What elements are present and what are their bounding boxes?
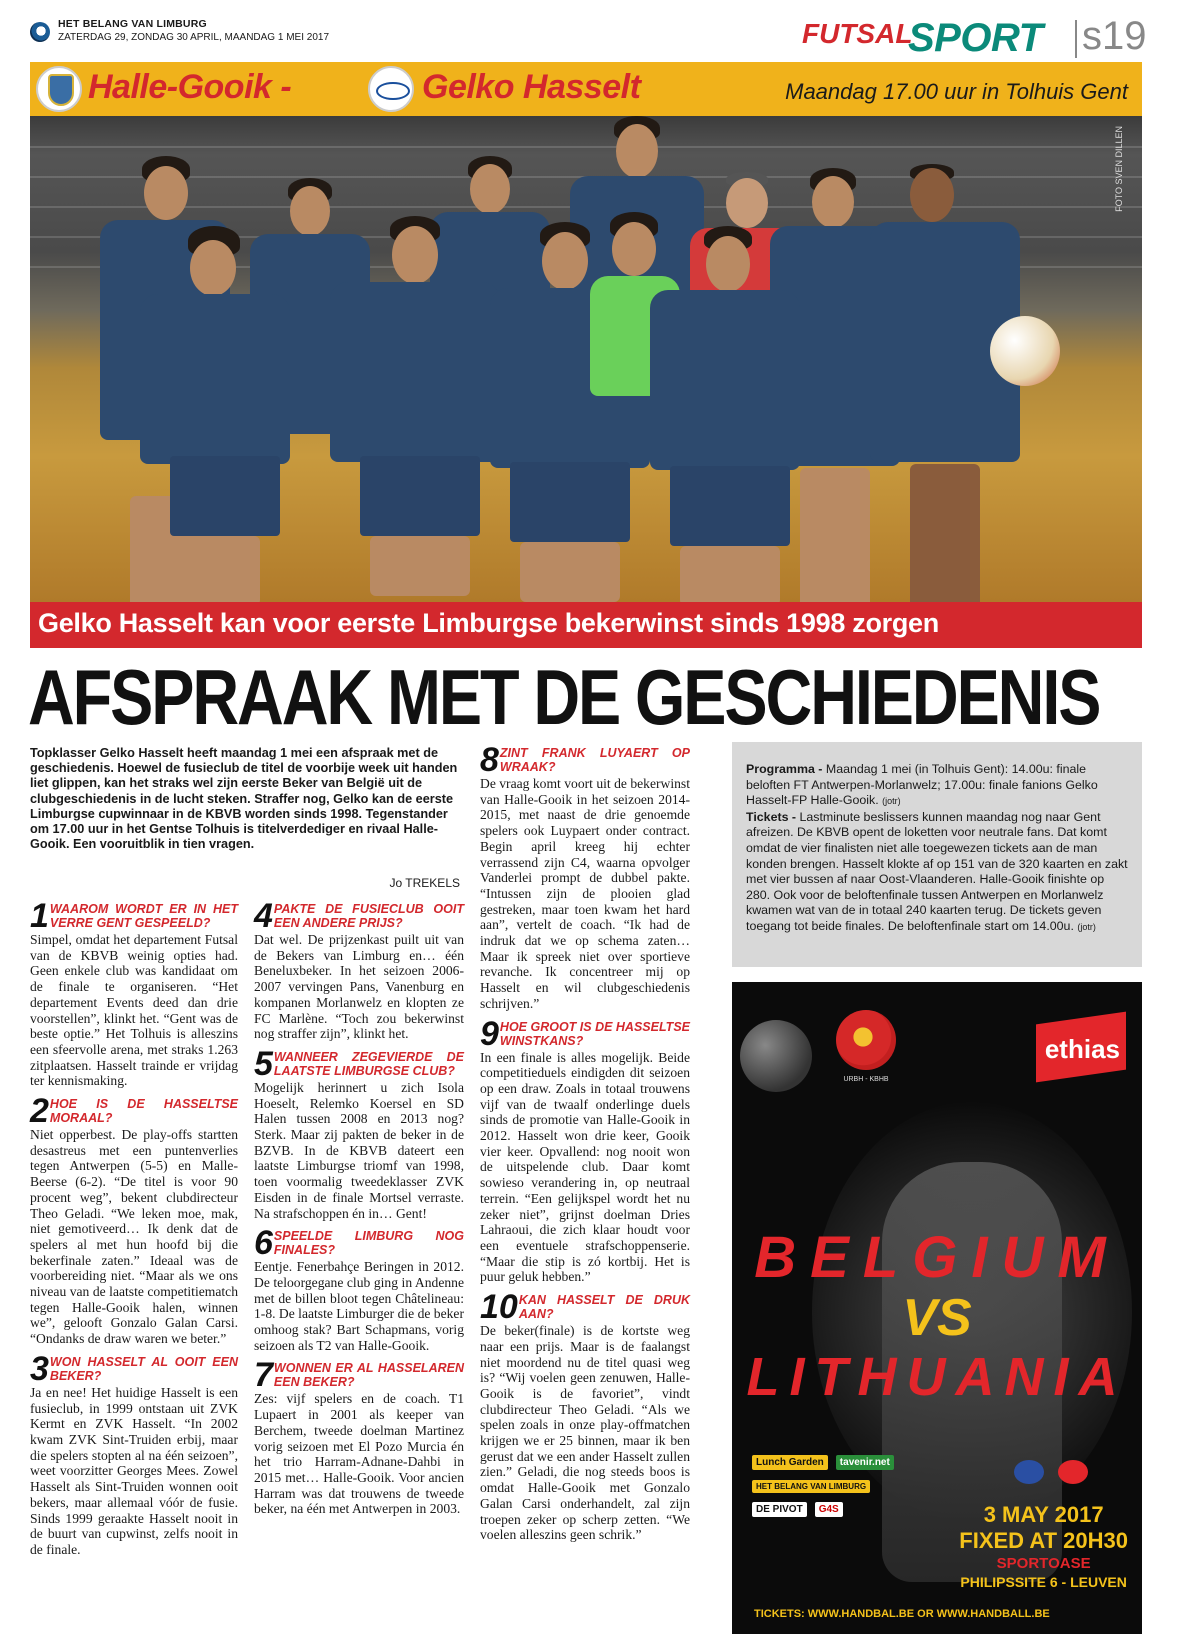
newspaper-logo-icon	[30, 22, 50, 42]
question-heading	[480, 1014, 690, 1053]
question-heading	[254, 1224, 464, 1263]
question-number: 5	[254, 1044, 273, 1083]
question-number: 2	[30, 1092, 49, 1131]
event-date: 3 MAY 2017	[983, 1502, 1104, 1527]
section-sport: SPORT	[908, 16, 1043, 60]
answer-text: Niet opperbest. De play-offs startten desastreus met een puntenverlies tegen Antwerpen (5-5) en Malle-Beerse (6-2). “De titel is voor 90 procent weg”, bekent clubdirecteur Theo Geladi. “We leken moe, mak, niet gemotiveerd… Ik denk dat de spelers al met hun hoofd bij die bekerfinale zaten.” Ideaal was de voorbereiding niet. “Maar als we ons niveau van de laatste competitiematch tegen Halle-Gooik halen, winnen we”, gelooft Gonzalo Galan Carsi. “Ondanks de draw waren we beter.”	[30, 1127, 238, 1347]
question-number: 6	[254, 1224, 273, 1263]
answer-text: Ja en nee! Het huidige Hasselt is een fusieclub, in 1999 ontstaan uit ZVK Kermt en ZVK Hasselt. “In 2002 kwam ZVK Sint-Truiden erbij, maar die spelers stopten al na één seizoen”, weet voorzitter Georges Mees. Zowel Hasselt als Sint-Truiden wonnen ooit bekers, maar allemaal vóór de fusie. Sinds 1999 geraakte Hasselt nooit in de buurt van cupwinst, zelfs nooit in de finale.	[30, 1384, 238, 1557]
question-heading	[480, 741, 690, 779]
newspaper-name: HET BELANG VAN LIMBURG	[58, 18, 207, 30]
halle-gooik-crest-icon	[36, 66, 82, 112]
answer-text: Dat wel. De prijzenkast puilt uit van de Bekers van Limburg en… één Beneluxbeker. In het seizoen 2006-2007 vervingen Pans, Vanenburg en kompanen Morlanwelz en klopten ze FC Marlène. “Toch zou bekerwinst nog straffer zijn”, klinkt het.	[254, 932, 464, 1042]
question-heading	[480, 1288, 690, 1327]
programme-paragraph	[746, 762, 1128, 810]
sponsor-g4s: G4S	[815, 1502, 843, 1517]
author-byline: Jo TREKELS	[389, 876, 460, 890]
question-number: 10	[480, 1288, 518, 1327]
question-text: WONNEN ER AL HASSELAREN EEN BEKER?	[273, 1361, 464, 1390]
section-futsal: FUTSAL	[802, 18, 913, 49]
event-logos	[1004, 1460, 1124, 1490]
question-number: 4	[254, 897, 273, 935]
answer-text: De beker(finale) is de kortste weg naar een prijs. Maar is de faalangst niet moordend nu de titel quasi weg is? “Wij voelen geen zenuwen, Halle-Gooik is de favoriet”, vindt clubdirecteur Theo Geladi. “Als we spelen zoals in onze play-offmatchen krijgen we er 25 binnen, maar ik ben gerust dat we een ander Hasselt zullen zien.” Geladi, die nog steeds boos is omdat Halle-Gooik met Gonzalo Galan Carsi onderhandelt, zal zijn troepen zeker op scherp zetten. “We voelen alleszins geen schrik.”	[480, 1323, 690, 1543]
tickets-paragraph	[746, 810, 1128, 936]
question-text: WANNEER ZEGEVIERDE DE LAATSTE LIMBURGSE CLUB?	[273, 1049, 464, 1078]
tickets-signature: (jotr)	[1077, 921, 1096, 932]
question-number: 1	[30, 897, 49, 935]
sponsor-tavenir: tavenir.net	[836, 1455, 894, 1470]
question-heading	[254, 1044, 464, 1083]
question-heading	[30, 1349, 238, 1388]
question-number: 9	[480, 1014, 499, 1053]
event-venue: SPORTOASE	[996, 1555, 1091, 1572]
team-photo	[30, 116, 1142, 602]
event-details	[959, 1502, 1128, 1591]
question-text: PAKTE DE FUSIECLUB OOIT EEN ANDERE PRIJS?	[273, 902, 464, 930]
question-heading	[254, 1356, 464, 1395]
programme-text: Maandag 1 mei (in Tolhuis Gent): 14.00u: finale beloften FT Antwerpen-Morlanwelz; 17.00u: finale fanions Gelko Hasselt-FP Halle-Gooik.	[746, 762, 1098, 808]
federation-label: URBH - KBHB	[843, 1076, 889, 1083]
question-number: 7	[254, 1356, 273, 1395]
answer-text: Zes: vijf spelers en de coach. T1 Lupaert in 2001 als keeper van Berchem, tweede doelman Martinez vorig seizoen met El Pozo Murcia én het trio Harram-Adnane-Dahbi in 2015 met… Halle-Gooik. Voor ancien Harram was dat trouwens de tweede beker, na één met Antwerpen in 2003.	[254, 1391, 464, 1517]
ad-vs: VS	[902, 1289, 972, 1347]
sponsor-hbvl: HET BELANG VAN LIMBURG	[752, 1480, 870, 1493]
event-address: PHILIPSSITE 6 - LEUVEN	[960, 1574, 1127, 1590]
futsal-ball-icon	[990, 316, 1060, 386]
question-text: SPEELDE LIMBURG NOG FINALES?	[273, 1229, 464, 1258]
sponsor-logos	[752, 1452, 932, 1523]
article-column-1	[30, 897, 238, 1564]
question-text: ZINT FRANK LUYAERT OP WRAAK?	[499, 746, 690, 774]
article-column-3	[480, 741, 690, 1549]
answer-text: Eentje. Fenerbahçe Beringen in 2012. De teloorgegane club ging in Andenne met de billen bloot tegen Châtelineau: 1-8. De laatste Limburger die de beker omhoog stak? Bart Schapmans, vorig seizoen als T2 van Halle-Gooik.	[254, 1259, 464, 1353]
article-intro: Topklasser Gelko Hasselt heeft maandag 1 mei een afspraak met de geschiedenis. Hoewel de fusieclub de titel de voorbije week uit handen liet glippen, kan het straks wel zijn eerste Beker van België uit de clubgeschiedenis in de lucht steken. Straffer nog, Gelko kan de eerste Limburgse cupwinnaar in de KBVB worden sinds 1998. Tegenstander om 17.00 uur in het Gentse Tolhuis is titelverdediger en rivaal Halle-Gooik. Een vooruitblik in tien vragen.	[30, 746, 458, 852]
question-heading	[254, 897, 464, 935]
question-text: WON HASSELT AL OOIT EEN BEKER?	[49, 1354, 238, 1383]
urbh-kbhb-logo-icon	[836, 1010, 896, 1070]
question-text: HOE GROOT IS DE HASSELTSE WINSTKANS?	[499, 1019, 690, 1048]
match-banner	[30, 62, 1142, 116]
section-divider	[1075, 20, 1077, 58]
team-a-name: Halle-Gooik -	[88, 68, 292, 106]
question-heading	[30, 1092, 238, 1131]
answer-text: Mogelijk herinnert u zich Isola Hoeselt, Relemko Koersel en SD Halen tussen 2008 en 2013 nog? Sterk. Maar zij pakten de beker in de BZVB. In de KBVB dateert een laatste Limburgse triomf van 1998, toen voormalig tweedeklasser ZVK Eisden in de finale Mortsel verraste. Na strafschoppen én in… Gent!	[254, 1079, 464, 1221]
programme-signature: (jotr)	[882, 796, 901, 807]
programme-label: Programma -	[746, 762, 823, 776]
question-number: 3	[30, 1349, 49, 1388]
ethias-sponsor: ethias	[1044, 1034, 1120, 1064]
question-text: WAAROM WORDT ER IN HET VERRE GENT GESPEELD?	[49, 902, 238, 930]
photo-credit: FOTO SVEN DILLEN	[1114, 126, 1124, 212]
article-column-2	[254, 897, 464, 1523]
tickets-label: Tickets -	[746, 809, 797, 824]
headline: AFSPRAAK MET DE GESCHIEDENIS	[28, 653, 1100, 741]
question-text: HOE IS DE HASSELTSE MORAAL?	[49, 1097, 238, 1126]
sponsor-de-pivot: DE PIVOT	[752, 1502, 807, 1517]
handball-advertisement[interactable]	[732, 982, 1142, 1634]
answer-text: In een finale is alles mogelijk. Beide competitieduels eindigden dit seizoen op een draw. Zoals in totaal trouwens vijf van de twaalf onderlinge duels sinds de promotie van Halle-Gooik in 2012. Hasselt won drie keer, Gooik vier keer. Opvallend: nog nooit won de uitspelende club. Daar komt sowieso verandering in, op neutraal terrein. “Een gelijkspel wordt het nu zeker niet”, grijnst doelman Dries Lahraoui, die zich klaar houdt voor een eventuele strafschoppenserie. “Maar die stip is zó kortbij. Het is puur geluk hebben.”	[480, 1049, 690, 1285]
answer-text: Simpel, omdat het departement Futsal van de KBVB weinig opties had. Geen enkele club was kandidaat om de finale te organiseren. “Het departement Events deed dan drie voorstellen”, klinkt het. “Gent was de beste optie.” Het Tolhuis is alleszins een sfeervolle arena, met straks 1.263 zitplaatsen. Hasselt trainde er vrijdag ter kennismaking.	[30, 932, 238, 1089]
handball-icon	[740, 1020, 812, 1092]
match-time: Maandag 17.00 uur in Tolhuis Gent	[785, 79, 1128, 104]
question-number: 8	[480, 741, 499, 779]
question-text: KAN HASSELT DE DRUK AAN?	[518, 1293, 690, 1322]
gelko-hasselt-crest-icon	[368, 66, 414, 112]
event-time: FIXED AT 20H30	[959, 1528, 1128, 1553]
subtitle-bar	[30, 602, 1142, 648]
question-heading	[30, 897, 238, 935]
subtitle: Gelko Hasselt kan voor eerste Limburgse bekerwinst sinds 1998 zorgen	[38, 608, 939, 638]
red-wolves-logo-icon	[1058, 1460, 1088, 1484]
tickets-text: Lastminute beslissers kunnen maandag nog naar Gent afreizen. De KBVB opent de loketten voor neutrale fans. Dat komt omdat de vier finalisten niet alle toegewezen tickets aan de man konden brengen. Hasselt klokte af op 151 van de 320 kaarten en zakt met vier bussen af naar Oost-Vlaanderen. Halle-Gooik finishte op 280. Ook voor de beloftenfinale tussen Antwerpen en Morlanwelz kwamen wat van de in totaal 240 kaarten terug. De tickets geven toegang tot beide finales. De beloftenfinale start om 14.00u.	[746, 809, 1128, 933]
ehf-euro-logo-icon	[1014, 1460, 1044, 1484]
sponsor-lunch-garden: Lunch Garden	[752, 1455, 828, 1470]
tickets-link[interactable]: TICKETS: WWW.HANDBAL.BE OR WWW.HANDBALL.BE	[754, 1608, 1050, 1620]
info-box	[732, 742, 1142, 967]
edition-date: ZATERDAG 29, ZONDAG 30 APRIL, MAANDAG 1 MEI 2017	[58, 32, 330, 43]
ad-team-lithuania: LITHUANIA	[746, 1347, 1128, 1407]
team-b-name: Gelko Hasselt	[422, 68, 641, 106]
page-number: s19	[1082, 14, 1147, 58]
answer-text: De vraag komt voort uit de bekerwinst van Halle-Gooik in het seizoen 2014-2015, met naast de drie genoemde spelers ook Luypaert onder contract. Begin april kreeg hij echter verrassend zijn C4, waarna opvolger Vanderlei prompt de dubbel pakte. “Intussen zijn de plooien glad gestreken, maar toen kwam het hard aan”, vertelt de coach. “Ik had de indruk dat we op schema zaten… Maar ik spreek niet over sportieve revanche. Ik concentreer mij op Hasselt en wil clubgeschiedenis schrijven.”	[480, 776, 690, 1011]
masthead	[30, 14, 1147, 62]
ad-team-belgium: BELGIUM	[754, 1225, 1120, 1290]
